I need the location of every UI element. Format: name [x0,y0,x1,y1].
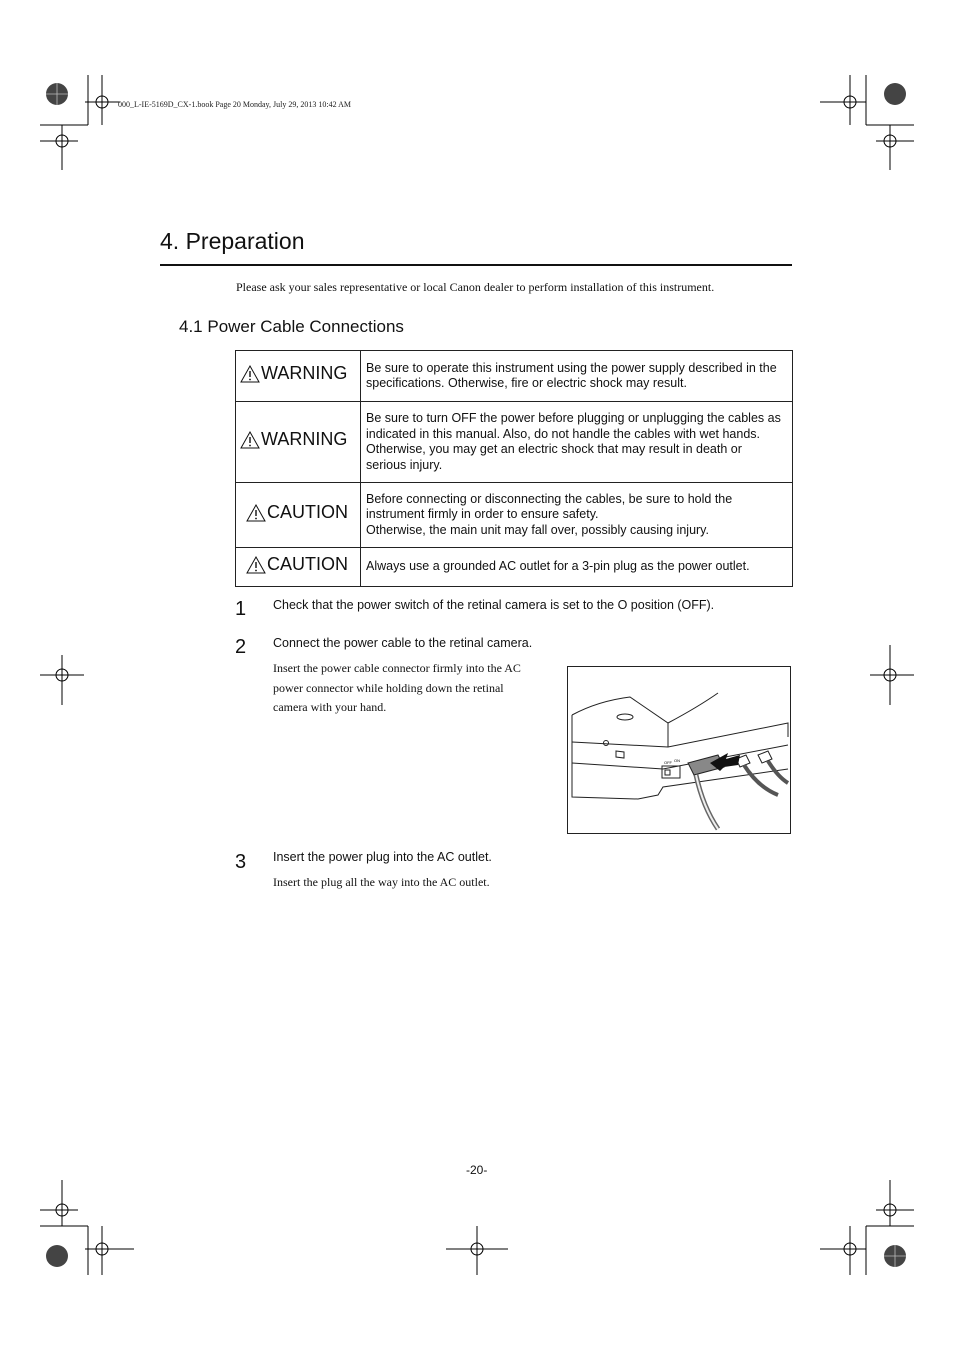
hazard-message-line: specifications. Otherwise, fire or electric shock may result. [366,376,687,390]
section-title: 4.1 Power Cable Connections [179,317,404,336]
hazard-table [235,350,793,587]
hazard-message-line: serious injury. [366,457,443,472]
hazard-message-line: indicated in this manual. Also, do not handle the cables with wet hands. [366,426,761,441]
step-detail [273,873,490,893]
hazard-message-line: instrument firmly in order to ensure safety. [366,507,599,522]
step-number: 1 [235,598,247,620]
title-rule [160,264,792,266]
step-detail-line: Insert the power cable connector firmly into the AC [273,661,521,675]
step-detail-line: camera with your hand. [273,700,387,714]
warning-triangle-icon [240,364,260,384]
hazard-label: WARNING [261,429,348,450]
hazard-message-line: Before connecting or disconnecting the cables, be sure to hold the [366,491,733,506]
step-number: 3 [235,851,247,873]
hazard-label: WARNING [261,363,348,384]
hazard-message-line: Otherwise, you may get an electric shock that may result in death or [366,442,742,456]
hazard-row [236,351,793,402]
step-detail [273,659,521,718]
page-title: 4. Preparation [160,228,305,254]
switch-off-label: OFF [664,760,672,765]
hazard-message-line: Otherwise, the main unit may fall over, possibly causing injury. [366,522,709,537]
camera-base-drawing [568,667,790,833]
step-text: Connect the power cable to the retinal camera. [273,636,533,650]
power-connector-illustration [567,666,791,834]
hazard-message-line: Be sure to operate this instrument using the power supply described in the [366,360,777,375]
hazard-row [236,402,793,483]
step-detail-line: power connector while holding down the retinal [273,680,504,695]
step-text: Check that the power switch of the retinal camera is set to the O position (OFF). [273,598,715,612]
hazard-label: CAUTION [267,554,348,575]
warning-triangle-icon [246,503,266,523]
hazard-label: CAUTION [267,502,348,523]
switch-on-label: ON [674,758,680,763]
hazard-row [236,483,793,548]
page-number: -20- [466,1163,488,1177]
step-number: 2 [235,636,247,658]
step-text: Insert the power plug into the AC outlet. [273,850,492,864]
step-detail-line: Insert the plug all the way into the AC outlet. [273,875,490,889]
warning-triangle-icon [246,555,266,575]
hazard-message-line: Always use a grounded AC outlet for a 3-pin plug as the power outlet. [366,559,750,574]
hazard-message-line: Be sure to turn OFF the power before plugging or unplugging the cables as [366,411,781,425]
hazard-row [236,548,793,587]
intro-paragraph: Please ask your sales representative or local Canon dealer to perform installation of this instrument. [236,280,715,294]
warning-triangle-icon [240,430,260,450]
print-header-meta: 000_L-IE-5169D_CX-1.book Page 20 Monday, July 29, 2013 10:42 AM [118,100,352,109]
